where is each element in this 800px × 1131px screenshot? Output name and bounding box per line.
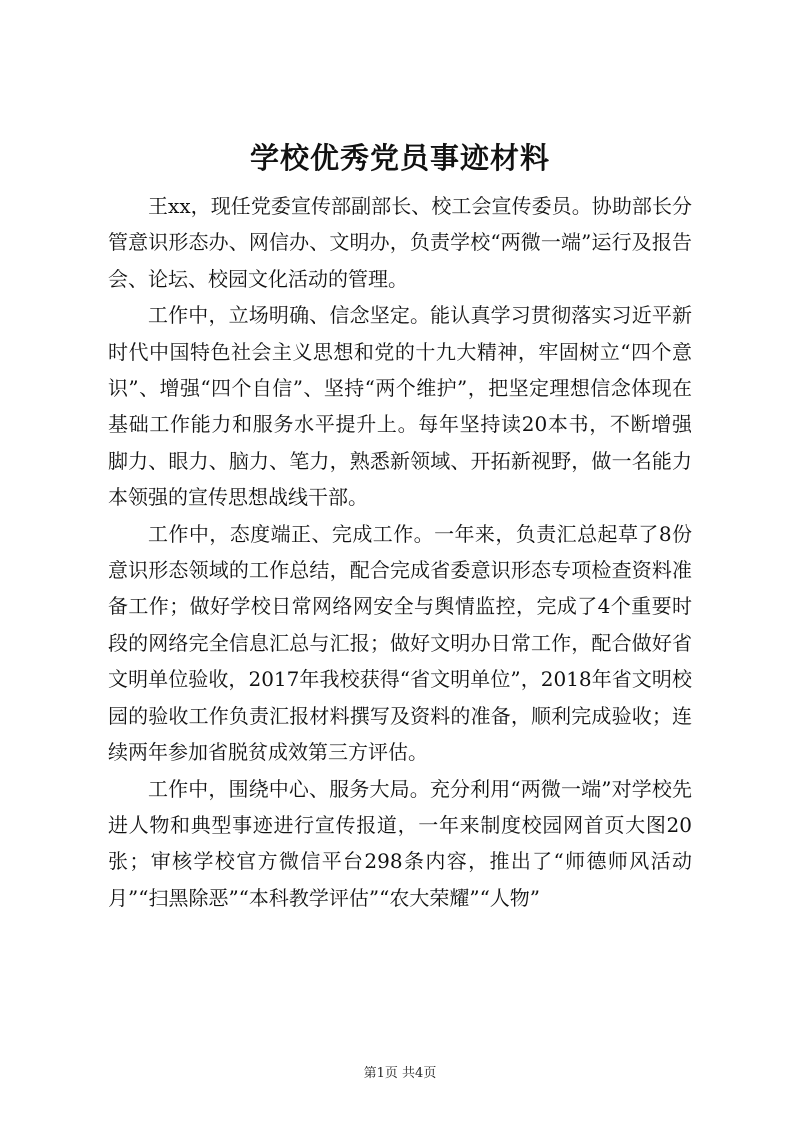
paragraph-stance: 工作中，立场明确、信念坚定。能认真学习贯彻落实习近平新时代中国特色社会主义思想和党的十九大精神，牢固树立“四个意识”、增强“四个自信”、坚持“两个维护”，把坚定理想信念体现在基础工作能力和服务水平提升上。每年坚持读20本书，不断增强脚力、眼力、脑力、笔力，熟悉新领域、开拓新视野，做一名能力本领强的宣传思想战线干部。 xyxy=(108,303,692,510)
document-title: 学校优秀党员事迹材料 xyxy=(249,141,550,175)
paragraph-attitude: 工作中，态度端正、完成工作。一年来，负责汇总起草了8份意识形态领域的工作总结，配合完成省委意识形态专项检查资料准备工作；做好学校日常网络网安全与舆情监控，完成了4个重要时段的网络完全信息汇总与汇报；做好文明办日常工作，配合做好省文明单位验收，2017年我校获得“省文明单位”，2018年省文明校园的验收工作负责汇报材料撰写及资料的准备，顺利完成验收；连续两年参加省脱贫成效第三方评估。 xyxy=(108,521,692,765)
paragraph-intro: 王xx，现任党委宣传部副部长、校工会宣传委员。协助部长分管意识形态办、网信办、文明办，负责学校“两微一端”运行及报告会、论坛、校园文化活动的管理。 xyxy=(108,194,692,291)
document-body xyxy=(108,188,692,916)
page-indicator: 第1页 共4页 xyxy=(363,1066,437,1081)
paragraph-center: 工作中，围绕中心、服务大局。充分利用“两微一端”对学校先进人物和典型事迹进行宣传报道，一年来制度校园网首页大图20张；审核学校官方微信平台298条内容，推出了“师德师风活动月”“扫黑除恶”“本科教学评估”“农大荣耀”“人物” xyxy=(108,776,692,910)
